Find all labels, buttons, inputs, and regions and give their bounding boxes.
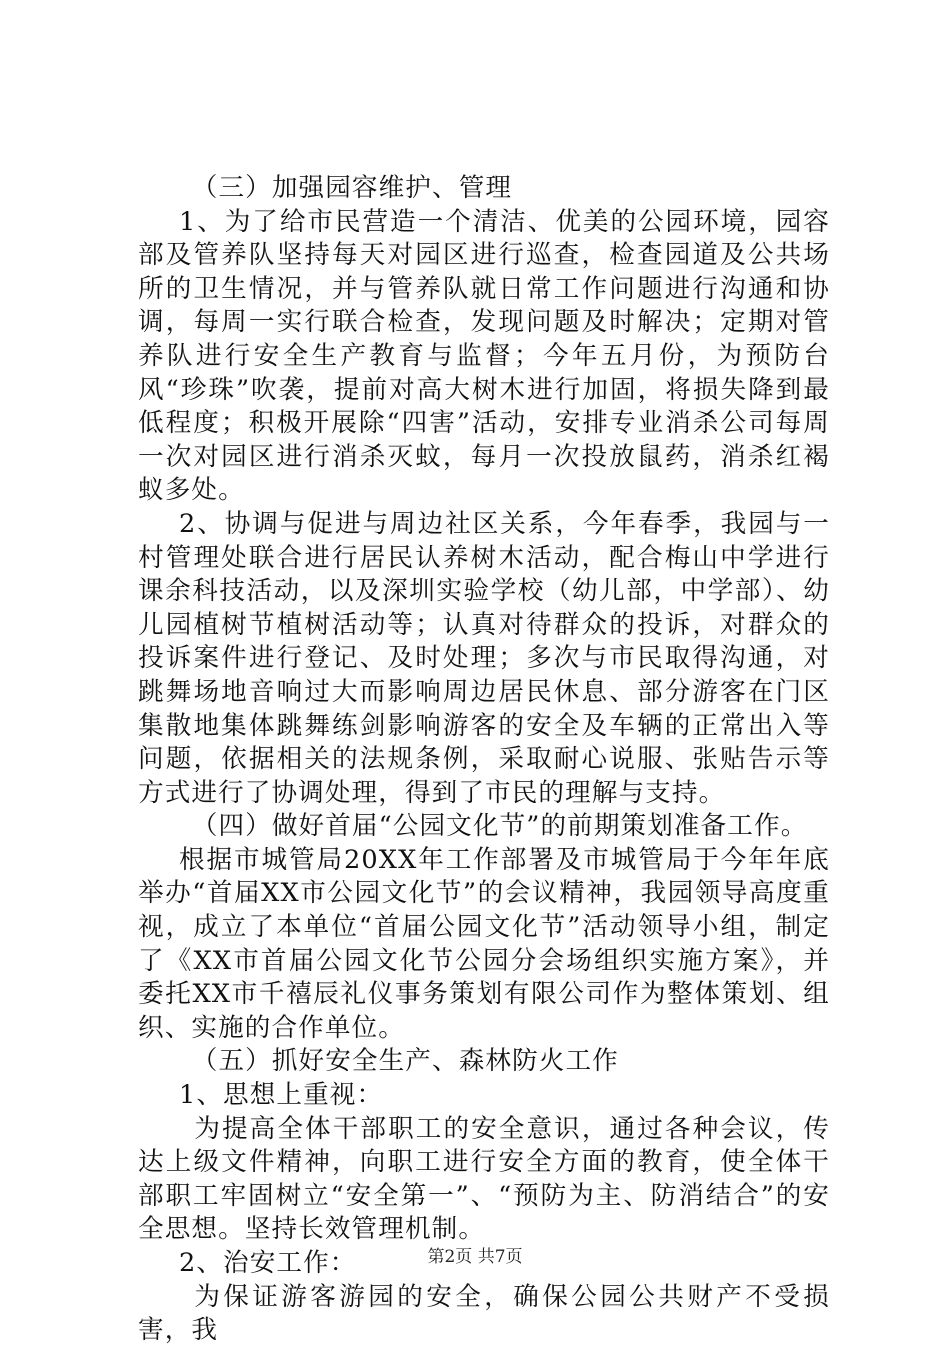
section-heading-5: （五）抓好安全生产、森林防火工作 [191, 1046, 619, 1077]
paragraph: 为提高全体干部职工的安全意识，通过各种会议，传达上级文件精神，向职工进行安全方面的教育，使全体干部职工牢固树立“安全第一”、“预防为主、防消结合”的安全思想。坚持长效管理机制。 [138, 1113, 830, 1245]
paragraph: 2、协调与促进与周边社区关系，今年春季，我园与一村管理处联合进行居民认养树木活动，配合梅山中学进行课余科技活动，以及深圳实验学校（幼儿部，中学部）、幼儿园植树节植树活动等；认真对待群众的投诉，对群众的投诉案件进行登记、及时处理；多次与市民取得沟通，对跳舞场地音响过大而影响周边居民休息、部分游客在门区集散地集体跳舞练剑影响游客的安全及车辆的正常出入等问题，依据相关的法规条例，采取耐心说服、张贴告示等方式进行了协调处理，得到了市民的理解与支持。 [138, 508, 830, 808]
page-number-footer: 第2页 共7页 [427, 1247, 523, 1267]
subheading: 2、治安工作： [178, 1248, 357, 1278]
document-body [138, 172, 830, 1348]
paragraph: 根据市城管局20XX年工作部署及市城管局于今年年底举办“首届XX市公园文化节”的会议精神，我园领导高度重视，成立了本单位“首届公园文化节”活动领导小组，制定了《XX市首届公园文化节公园分会场组织实施方案》，并委托XX市千禧辰礼仪事务策划有限公司作为整体策划、组织、实施的合作单位。 [138, 844, 830, 1043]
paragraph: 1、为了给市民营造一个清洁、优美的公园环境，园容部及管养队坚持每天对园区进行巡查，检查园道及公共场所的卫生情况，并与管养队就日常工作问题进行沟通和协调，每周一实行联合检查，发现问题及时解决；定期对管养队进行安全生产教育与监督；今年五月份，为预防台风“珍珠”吹袭，提前对高大树木进行加固，将损失降到最低程度；积极开展除“四害”活动，安排专业消杀公司每周一次对园区进行消杀灭蚊，每月一次投放鼠药，消杀红褐蚁多处。 [138, 206, 830, 506]
paragraph: 为保证游客游园的安全，确保公园公共财产不受损害，我 [138, 1281, 830, 1346]
subheading: 1、思想上重视： [178, 1080, 384, 1111]
section-heading-4: （四）做好首届“公园文化节”的前期策划准备工作。 [191, 811, 808, 842]
section-heading-3: （三）加强园容维护、管理 [191, 173, 513, 203]
